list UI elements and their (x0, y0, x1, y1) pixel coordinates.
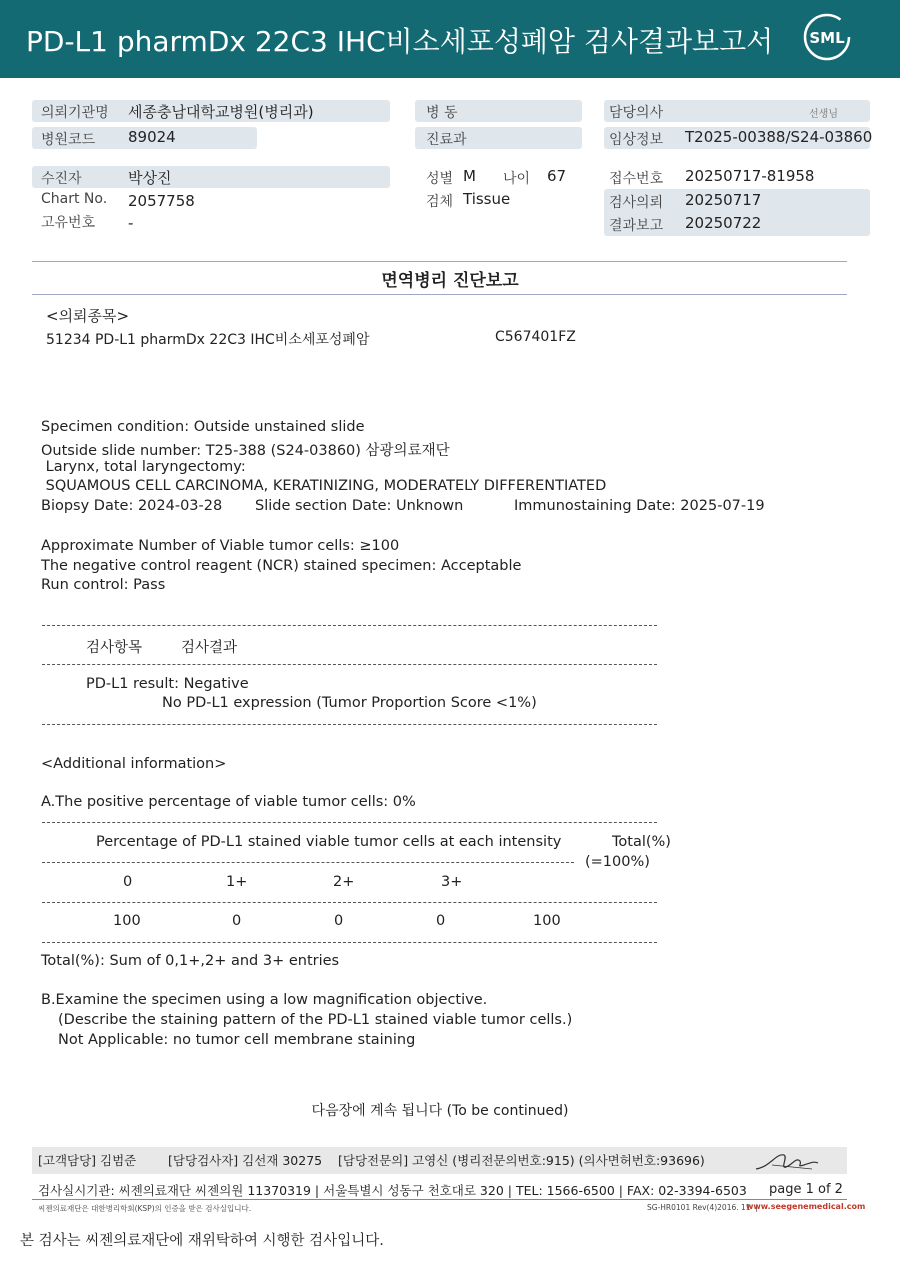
intensity-label: 3+ (441, 874, 463, 890)
divider (42, 625, 657, 626)
signature-image (752, 1147, 822, 1175)
page-number: page 1 of 2 (769, 1182, 843, 1197)
age-value: 67 (547, 167, 567, 185)
outside-slide: Outside slide number: T25-388 (S24-03860) 삼광의료재단 (41, 443, 450, 459)
divider (42, 862, 574, 863)
hospital-code-value: 89024 (128, 128, 176, 146)
patient-value: 박상진 (128, 169, 172, 187)
intensity-header: Percentage of PD-L1 stained viable tumor cells at each intensity (96, 834, 562, 850)
specimen-label: 검체 (426, 194, 454, 210)
total-header: Total(%) (612, 834, 671, 850)
sex-label: 성별 (426, 171, 454, 187)
additional-heading: <Additional information> (41, 756, 227, 772)
intensity-label: 1+ (226, 874, 248, 890)
receipt-value: 20250717-81958 (685, 167, 815, 185)
pdl1-expression: No PD-L1 expression (Tumor Proportion Score <1%) (162, 695, 537, 711)
section-title: 면역병리 진단보고 (381, 271, 519, 291)
sml-logo (802, 12, 852, 62)
sex-value: M (463, 167, 476, 185)
institution-label: 의뢰기관명 (41, 105, 109, 121)
form-code: SG-HR0101 Rev(4)2016. 11 | (647, 1203, 763, 1212)
dept-label: 진료과 (426, 132, 467, 148)
ksp-note: 씨젠의료재단은 대한병리학회(KSP)의 인증을 받은 검사실입니다. (38, 1204, 252, 1213)
ncr-line: The negative control reagent (NCR) stained specimen: Acceptable (41, 558, 522, 574)
divider (42, 664, 657, 665)
section-top-rule (32, 261, 847, 262)
specimen-condition: Specimen condition: Outside unstained slide (41, 419, 365, 435)
intensity-total: 100 (533, 913, 561, 929)
total-sub: (=100%) (585, 854, 650, 870)
immuno-date: Immunostaining Date: 2025-07-19 (514, 498, 765, 514)
intensity-value: 100 (113, 913, 141, 929)
sml-logo-text: SML (809, 29, 845, 47)
staff-line: [고객담당] 김범준 [담당검사자] 김선재 30275 [담당전문의] 고영신 (병리전문의번호:915) (의사면허번호:93696) (38, 1153, 705, 1168)
clinical-value: T2025-00388/S24-03860 (685, 128, 873, 146)
receipt-label: 접수번호 (609, 171, 664, 187)
request-heading: <의뢰종목> (46, 307, 130, 325)
a-line: A.The positive percentage of viable tumor cells: 0% (41, 794, 416, 810)
request-value: 20250717 (685, 191, 762, 209)
specimen-value: Tissue (463, 190, 511, 208)
request-code: C567401FZ (495, 329, 576, 345)
intensity-label: 2+ (333, 874, 355, 890)
intensity-label: 0 (123, 874, 133, 890)
website-link[interactable]: www.seegenemedical.com (746, 1202, 866, 1211)
result-value: 20250722 (685, 214, 762, 232)
intensity-value: 0 (334, 913, 344, 929)
diagnosis: SQUAMOUS CELL CARCINOMA, KERATINIZING, MODERATELY DIFFERENTIATED (41, 478, 607, 494)
divider (42, 902, 657, 903)
request-line: 51234 PD-L1 pharmDx 22C3 IHC비소세포성폐암 (46, 332, 370, 348)
biopsy-date: Biopsy Date: 2024-03-28 (41, 498, 223, 514)
institution-line: 검사실시기관: 씨젠의료재단 씨젠의원 11370319 | 서울특별시 성동구 천호대로 320 | TEL: 1566-6500 | FAX: 02-3394-6503 (38, 1183, 747, 1198)
ward-label: 병 동 (426, 105, 458, 121)
result-label: 결과보고 (609, 218, 664, 234)
divider (42, 822, 657, 823)
clinical-label: 임상정보 (609, 132, 664, 148)
col-result: 검사결과 (181, 640, 238, 656)
total-note: Total(%): Sum of 0,1+,2+ and 3+ entries (41, 953, 340, 969)
chart-label: Chart No. (41, 191, 108, 207)
b-line: B.Examine the specimen using a low magnification objective. (41, 992, 488, 1008)
b-result: Not Applicable: no tumor cell membrane staining (58, 1032, 416, 1048)
specimen-site: Larynx, total laryngectomy: (41, 459, 246, 475)
intensity-value: 0 (232, 913, 242, 929)
age-label: 나이 (503, 171, 531, 187)
doctor-suffix: 선생님 (809, 109, 838, 120)
footer-rule (32, 1199, 847, 1200)
chart-value: 2057758 (128, 192, 195, 210)
divider (42, 942, 657, 943)
institution-value: 세종충남대학교병원(병리과) (128, 103, 314, 121)
b-describe: (Describe the staining pattern of the PD-L1 stained viable tumor cells.) (58, 1012, 573, 1028)
section-date: Slide section Date: Unknown (255, 498, 464, 514)
uid-value: - (128, 214, 134, 232)
col-item: 검사항목 (86, 640, 143, 656)
run-control: Run control: Pass (41, 577, 166, 593)
continued-note: 다음장에 계속 됩니다 (To be continued) (311, 1103, 569, 1119)
divider (42, 724, 657, 725)
pdl1-result: PD-L1 result: Negative (86, 676, 249, 692)
report-header (0, 0, 900, 78)
section-bottom-rule (32, 294, 847, 295)
patient-label: 수진자 (41, 171, 82, 187)
hospital-code-label: 병원코드 (41, 132, 96, 148)
report-title: PD-L1 pharmDx 22C3 IHC비소세포성폐암 검사결과보고서 (26, 25, 774, 58)
uid-label: 고유번호 (41, 215, 96, 231)
viable-cells: Approximate Number of Viable tumor cells: ≥100 (41, 538, 400, 554)
request-label: 검사의뢰 (609, 195, 664, 211)
intensity-value: 0 (436, 913, 446, 929)
doctor-label: 담당의사 (609, 105, 664, 121)
outsourcing-note: 본 검사는 씨젠의료재단에 재위탁하여 시행한 검사입니다. (20, 1233, 384, 1249)
patient-row-bg (32, 166, 390, 188)
